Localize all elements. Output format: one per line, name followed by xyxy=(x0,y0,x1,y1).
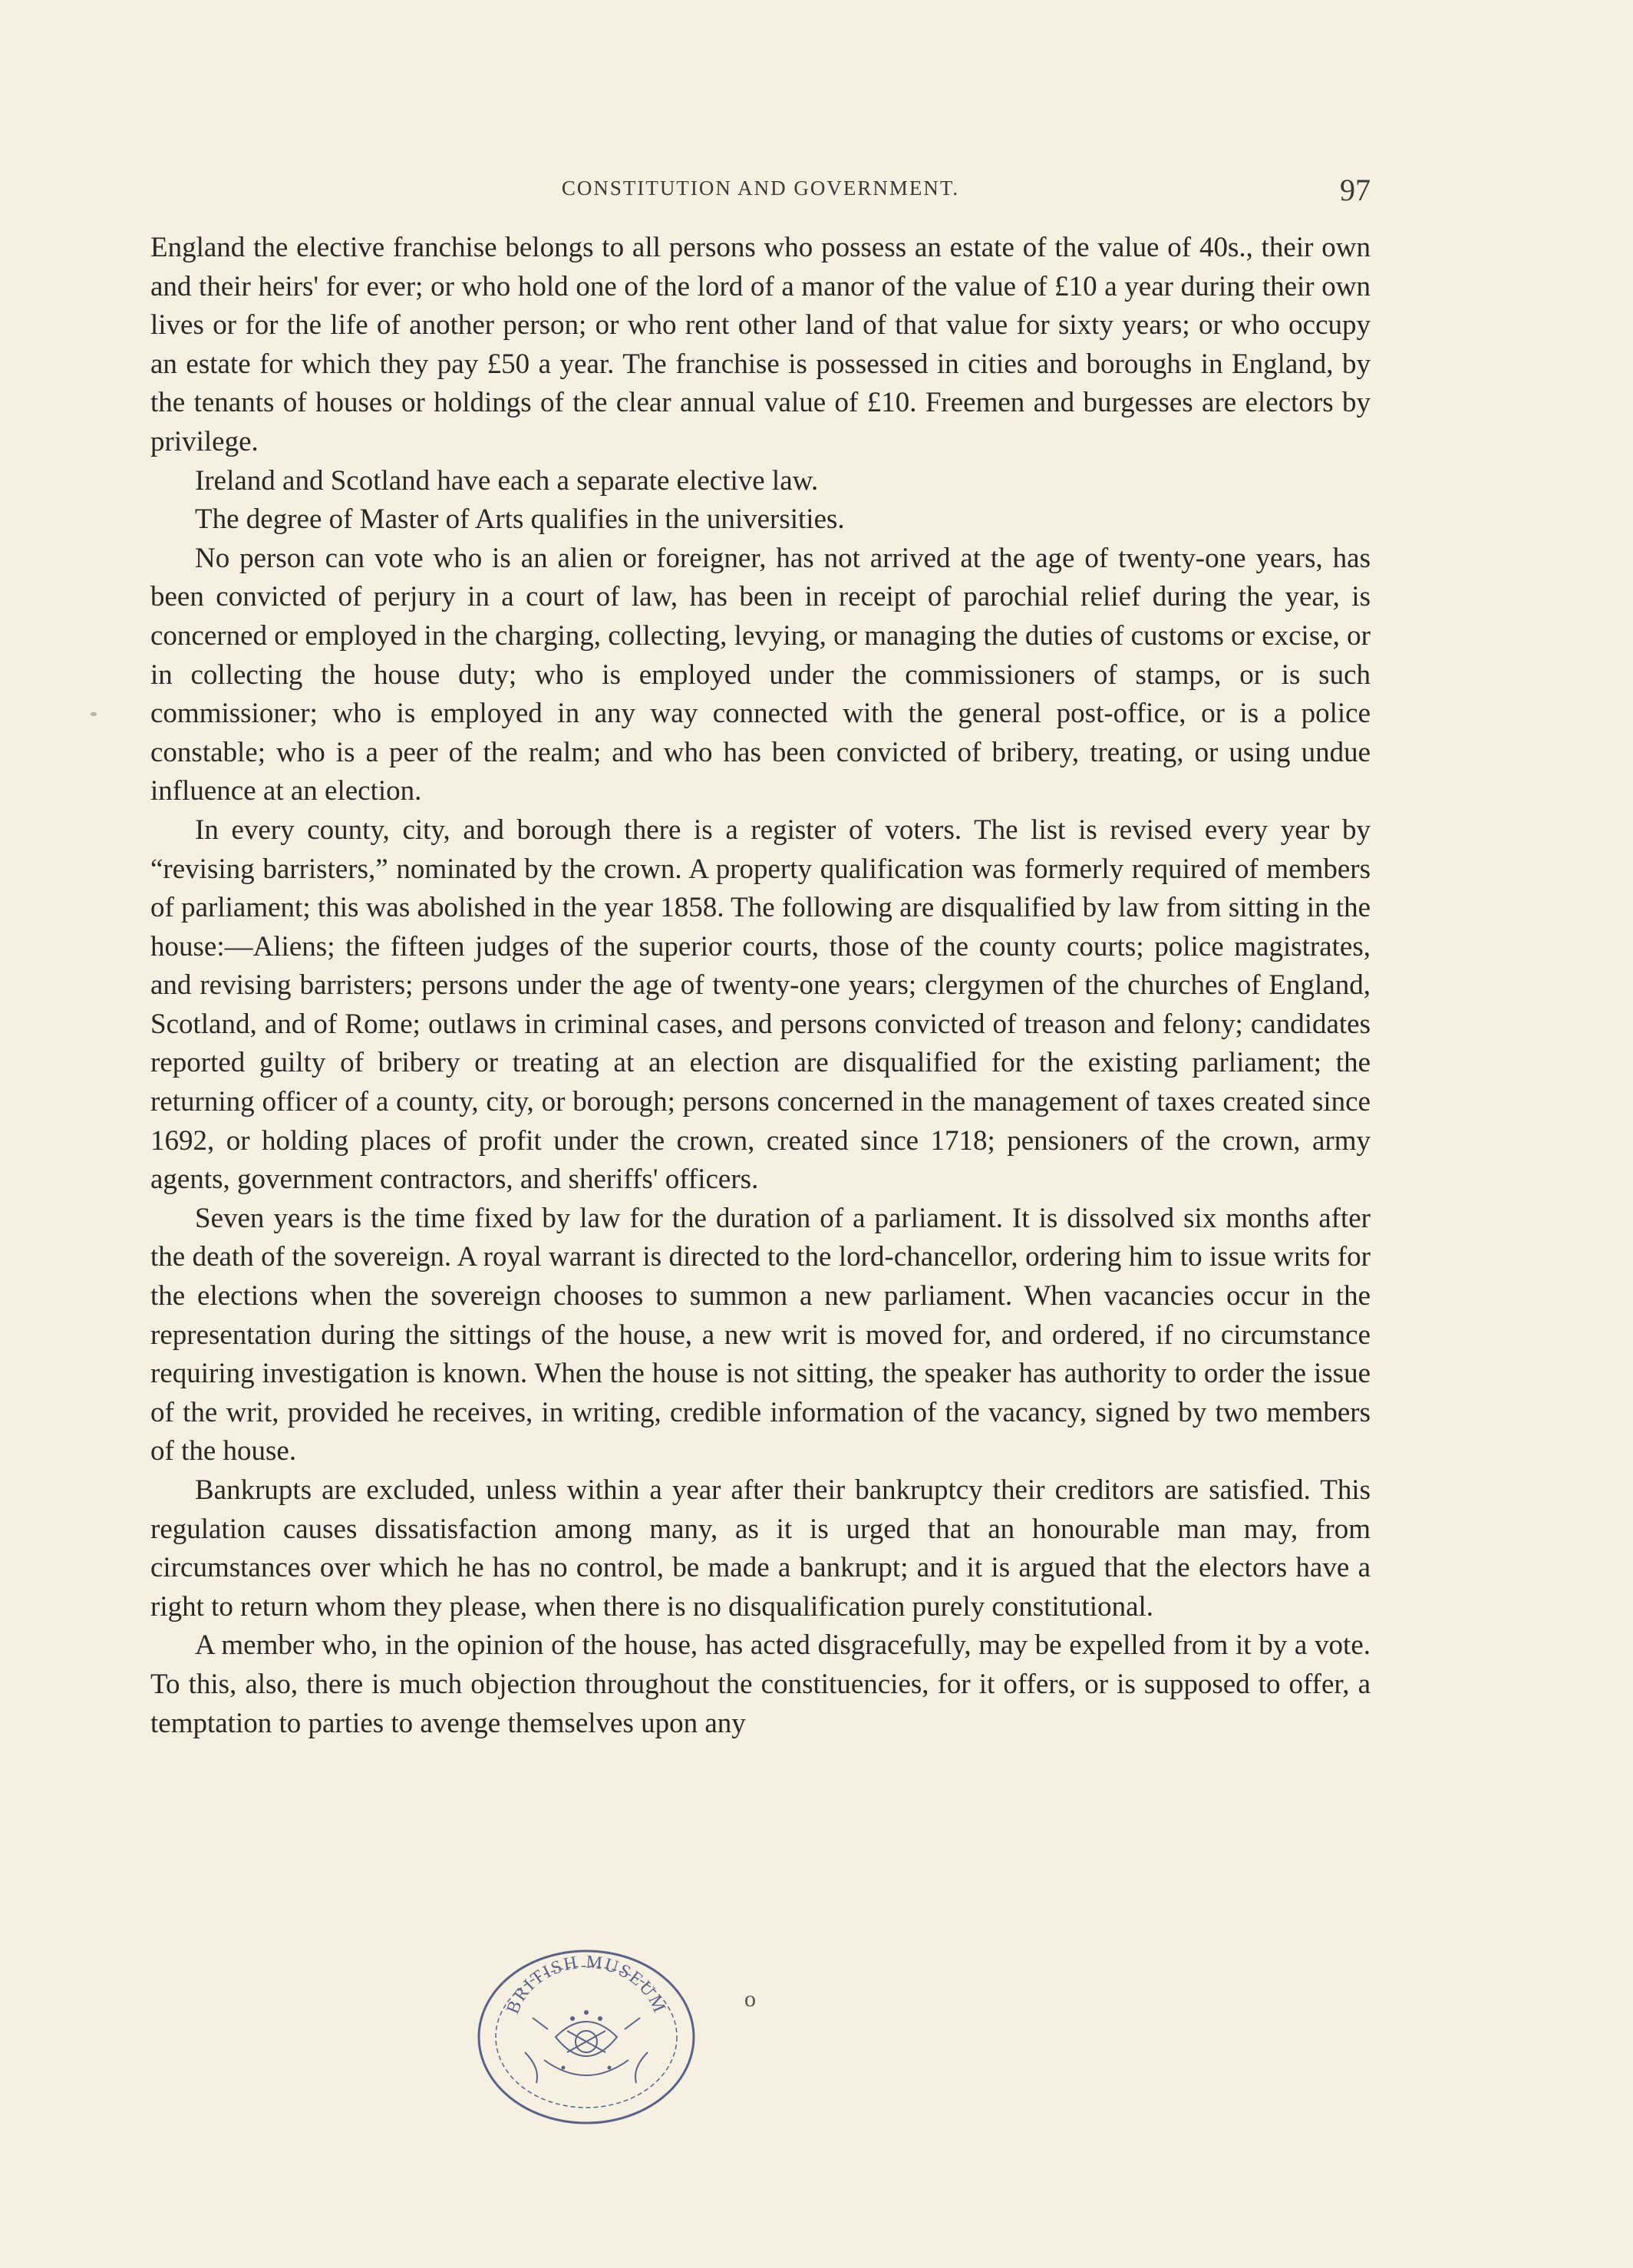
running-head xyxy=(150,172,1371,210)
paragraph-disqualified-voters: No person can vote who is an alien or foreigner, has not arrived at the age of twenty-one years, has been convicted of perjury in a court of law, has been in receipt of parochial relief during the year, is concerned or employed in the charging, collecting, levying, or managing the duties of customs or excise, or in collecting the house duty; who is employed under the commissioners of stamps, or is such commissioner; who is employed in any way connected with the general post-office, or is a police constable; who is a peer of the realm; and who has been convicted of bribery, treating, or using undue influence at an election. xyxy=(150,542,1371,807)
library-stamp-icon xyxy=(471,1945,701,2129)
body-text xyxy=(150,229,1371,1743)
running-title: CONSTITUTION AND GOVERNMENT. xyxy=(561,177,960,200)
paragraph-ireland-scotland: Ireland and Scotland have each a separate elective law. xyxy=(195,464,819,497)
paragraph-master-of-arts: The degree of Master of Arts qualifies in the universities. xyxy=(195,503,845,536)
margin-mark xyxy=(91,712,97,716)
stamp-mark: o xyxy=(744,1986,756,2012)
paragraph-duration-of-parliament: Seven years is the time fixed by law for the duration of a parliament. It is dissolved six months after the death of the sovereign. A royal warrant is directed to the lord-chancellor, ordering him to issue writs for the elections when the sovereign chooses to summon a new parliament. When vacancies occur in the representation during the sittings of the house, a new writ is moved for, and ordered, if no circumstance requiring investigation is known. When the house is not sitting, the speaker has authority to order the issue of the writ, provided he receives, in writing, credible information of the vacancy, signed by two members of the house. xyxy=(150,1202,1371,1467)
page-number: 97 xyxy=(1340,173,1371,207)
stamp-label: BRITISH MUSEUM xyxy=(503,1952,670,2017)
paragraph-register-of-voters: In every county, city, and borough there is a register of voters. The list is revised every year by “revising barristers,” nominated by the crown. A property qualification was formerly required of members of parliament; this was abolished in the year 1858. The following are disqualified by law from sitting in the house:—Aliens; the fifteen judges of the superior courts, those of the county courts; police magistrates, and revising barristers; persons under the age of twenty-one years; clergymen of the churches of England, Scotland, and of Rome; outlaws in criminal cases, and persons convicted of treason and felony; candidates reported guilty of bribery or treating at an election are disqualified for the existing parliament; the returning officer of a county, city, or borough; persons concerned in the management of taxes created since 1692, or holding places of profit under the crown, created since 1718; pensioners of the crown, army agents, government contractors, and sheriffs' officers. xyxy=(150,814,1371,1196)
paragraph-bankrupts: Bankrupts are excluded, unless within a year after their bankruptcy their creditors are satisfied. This regulation causes dissatisfaction among many, as it is urged that an honourable man may, from circumstances over which he has no control, be made a bankrupt; and it is argued that the electors have a right to return whom they please, when there is no disqualification purely constitutional. xyxy=(150,1474,1371,1623)
paragraph-expulsion: A member who, in the opinion of the house, has acted disgracefully, may be expelled from it by a vote. To this, also, there is much objection throughout the constituencies, for it offers, or is supposed to offer, a temptation to parties to avenge themselves upon any xyxy=(150,1629,1371,1739)
svg-text:BRITISH MUSEUM xyxy=(503,1952,669,2016)
paragraph-franchise: England the elective franchise belongs to all persons who possess an estate of the value of 40s., their own and their heirs' for ever; or who hold one of the lord of a manor of the value of £10 a year during their own lives or for the life of another person; or who rent other land of that value for sixty years; or who occupy an estate for which they pay £50 a year. The franchise is possessed in cities and boroughs in England, by the tenants of houses or holdings of the clear annual value of £10. Freemen and burgesses are electors by privilege. xyxy=(150,232,1371,457)
